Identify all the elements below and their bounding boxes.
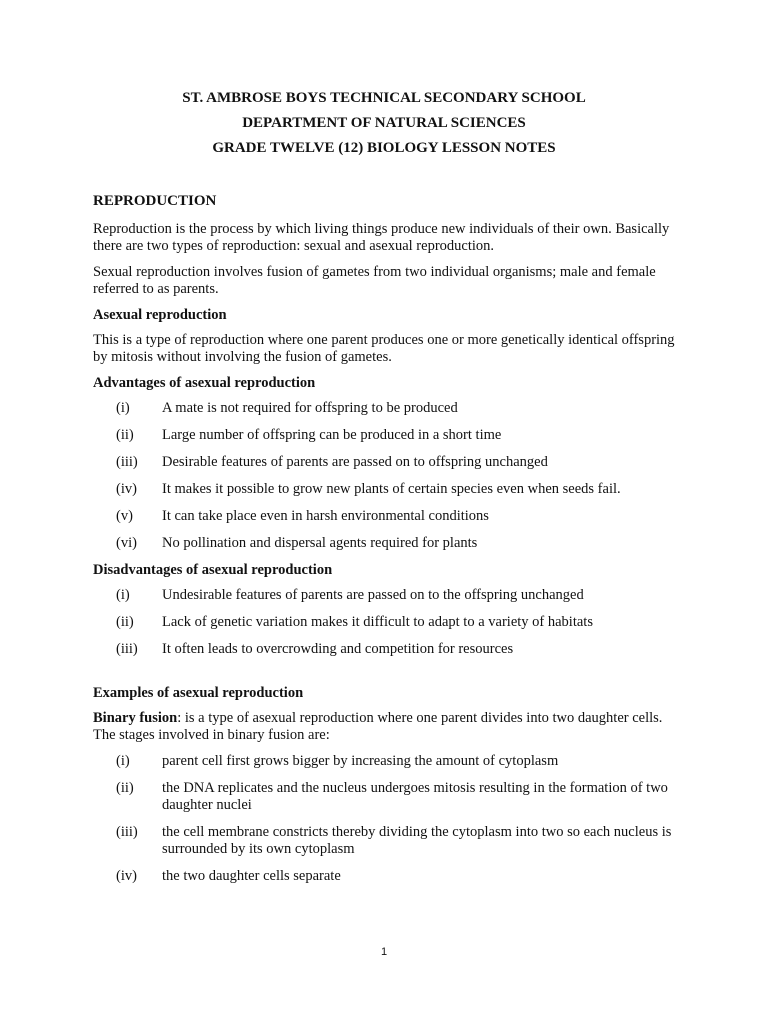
list-number: (v) (116, 508, 133, 524)
list-item (93, 535, 683, 552)
list-text: No pollination and dispersal agents required for plants (162, 535, 478, 551)
asexual-heading: Asexual reproduction (93, 307, 227, 323)
list-text: Large number of offspring can be produced in a short time (162, 427, 502, 443)
list-text: Desirable features of parents are passed on to offspring unchanged (162, 454, 548, 470)
list-item (93, 454, 683, 471)
list-item (93, 780, 683, 814)
advantages-heading: Advantages of asexual reproduction (93, 375, 316, 391)
list-item (93, 614, 683, 631)
school-name: ST. AMBROSE BOYS TECHNICAL SECONDARY SCHOOL (182, 90, 586, 106)
list-text: the DNA replicates and the nucleus undergoes mitosis resulting in the formation of two daughter nuclei (162, 780, 668, 813)
page-number: 1 (380, 946, 388, 958)
examples-heading: Examples of asexual reproduction (93, 685, 304, 701)
binary-fusion-term: Binary fusion (93, 710, 178, 726)
binary-fusion-definition: : is a type of asexual reproduction where one parent divides into two daughter cells. The stages involved in binary fusion are: (93, 710, 663, 743)
list-number: (ii) (116, 427, 134, 443)
list-item (93, 824, 683, 858)
list-number: (ii) (116, 780, 134, 796)
list-number: (iv) (116, 481, 137, 497)
list-text: Undesirable features of parents are passed on to the offspring unchanged (162, 587, 584, 603)
list-number: (i) (116, 587, 130, 603)
document-header (0, 86, 768, 161)
disadvantages-list (93, 587, 683, 658)
advantages-list (93, 400, 683, 552)
list-number: (ii) (116, 614, 134, 630)
list-text: the two daughter cells separate (162, 868, 341, 884)
sexual-paragraph: Sexual reproduction involves fusion of gametes from two individual organisms; male and female referred to as parents. (93, 264, 656, 297)
list-number: (iii) (116, 454, 138, 470)
list-number: (iii) (116, 824, 138, 840)
list-text: Lack of genetic variation makes it difficult to adapt to a variety of habitats (162, 614, 593, 630)
binary-fusion-paragraph (93, 710, 683, 744)
list-text: It makes it possible to grow new plants of certain species even when seeds fail. (162, 481, 621, 497)
section-title: REPRODUCTION (93, 193, 217, 209)
department-name: DEPARTMENT OF NATURAL SCIENCES (242, 115, 526, 131)
list-item (93, 508, 683, 525)
list-item (93, 868, 683, 885)
binary-fusion-stages-list (93, 753, 683, 885)
list-text: It often leads to overcrowding and competition for resources (162, 641, 514, 657)
list-text: the cell membrane constricts thereby dividing the cytoplasm into two so each nucleus is surrounded by its own cytoplasm (162, 824, 672, 857)
intro-paragraph: Reproduction is the process by which living things produce new individuals of their own. Basically there are two types of reproduction: sexual and asexual reproduction. (93, 221, 670, 254)
list-number: (iii) (116, 641, 138, 657)
list-number: (i) (116, 753, 130, 769)
list-text: A mate is not required for offspring to be produced (162, 400, 458, 416)
asexual-paragraph: This is a type of reproduction where one parent produces one or more genetically identical offspring by mitosis without involving the fusion of gametes. (93, 332, 675, 365)
list-item (93, 400, 683, 417)
notes-title: GRADE TWELVE (12) BIOLOGY LESSON NOTES (212, 140, 556, 156)
list-number: (iv) (116, 868, 137, 884)
list-item (93, 587, 683, 604)
document-body (93, 192, 683, 895)
list-item (93, 481, 683, 498)
list-number: (vi) (116, 535, 137, 551)
list-item (93, 427, 683, 444)
list-item (93, 753, 683, 770)
list-text: parent cell first grows bigger by increasing the amount of cytoplasm (162, 753, 559, 769)
list-text: It can take place even in harsh environmental conditions (162, 508, 489, 524)
section-gap (93, 668, 683, 685)
disadvantages-heading: Disadvantages of asexual reproduction (93, 562, 333, 578)
list-number: (i) (116, 400, 130, 416)
list-item (93, 641, 683, 658)
